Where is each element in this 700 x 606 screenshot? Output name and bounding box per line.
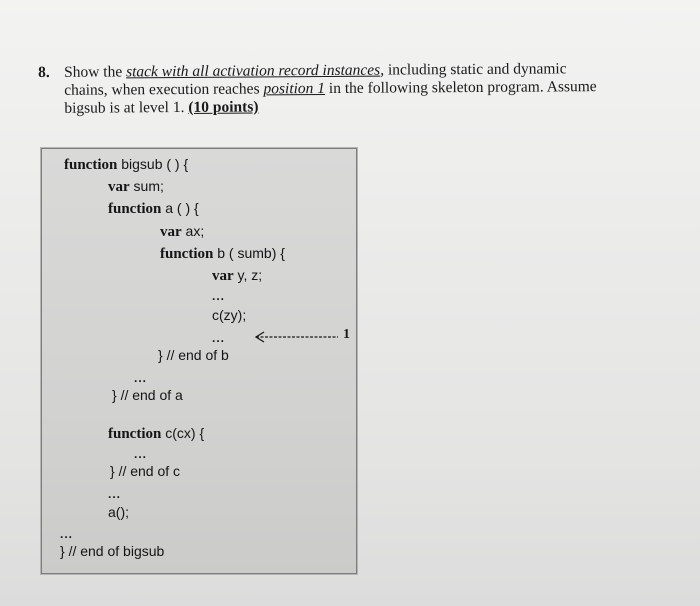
code-line-end-a: } // end of a bbox=[112, 387, 183, 403]
code-line-end-b: } // end of b bbox=[158, 347, 229, 363]
code-line-end-bigsub: } // end of bigsub bbox=[60, 543, 165, 559]
ellipsis: ... bbox=[108, 487, 122, 501]
keyword: var bbox=[160, 224, 182, 240]
ellipsis: ... bbox=[134, 371, 148, 385]
question-text-2a: chains, when execution reaches bbox=[64, 80, 264, 99]
points-label: (10 points) bbox=[188, 98, 259, 116]
ellipsis: ... bbox=[60, 527, 74, 541]
keyword: function bbox=[64, 157, 118, 173]
code-text: c(cx) { bbox=[161, 425, 205, 441]
code-text: b ( sumb) { bbox=[213, 245, 285, 261]
question-text-2b: in the following skeleton program. Assume bbox=[324, 78, 597, 97]
ellipsis: ... bbox=[212, 331, 226, 345]
code-text: ax; bbox=[181, 223, 205, 239]
keyword: function bbox=[108, 426, 162, 442]
keyword: function bbox=[160, 246, 214, 262]
code-line-call-c: c(zy); bbox=[212, 307, 247, 323]
stack-phrase: stack with all activation record instances bbox=[125, 61, 381, 81]
question-text-1b: , including static and dynamic bbox=[380, 60, 567, 79]
code-text: sum; bbox=[129, 178, 164, 194]
code-box bbox=[41, 148, 357, 574]
question-line-3 bbox=[38, 96, 678, 118]
code-text: y, z; bbox=[233, 267, 263, 283]
code-text: bigsub ( ) { bbox=[117, 156, 189, 172]
code-line-var-ax bbox=[160, 223, 204, 240]
code-text: a ( ) { bbox=[161, 200, 199, 216]
code-line-end-c: } // end of c bbox=[110, 463, 181, 479]
position-phrase: position 1 bbox=[263, 79, 326, 98]
position-marker: 1 bbox=[343, 327, 350, 342]
code-line-bigsub bbox=[64, 156, 188, 173]
keyword: var bbox=[108, 179, 130, 195]
code-line-var-sum bbox=[108, 178, 164, 195]
code-line-function-b bbox=[160, 245, 285, 262]
keyword: var bbox=[212, 268, 234, 284]
code-line-function-a bbox=[108, 200, 199, 217]
question-block bbox=[38, 60, 678, 118]
code-line-var-yz bbox=[212, 267, 262, 284]
question-text-3a: bigsub is at level 1. bbox=[64, 98, 189, 117]
question-number: 8. bbox=[38, 63, 50, 81]
ellipsis: ... bbox=[134, 447, 148, 461]
code-line-call-a: a(); bbox=[108, 504, 129, 520]
question-text-1a: Show the bbox=[63, 63, 127, 81]
code-line-function-c bbox=[108, 425, 204, 442]
ellipsis: ... bbox=[212, 289, 226, 303]
keyword: function bbox=[108, 201, 162, 217]
